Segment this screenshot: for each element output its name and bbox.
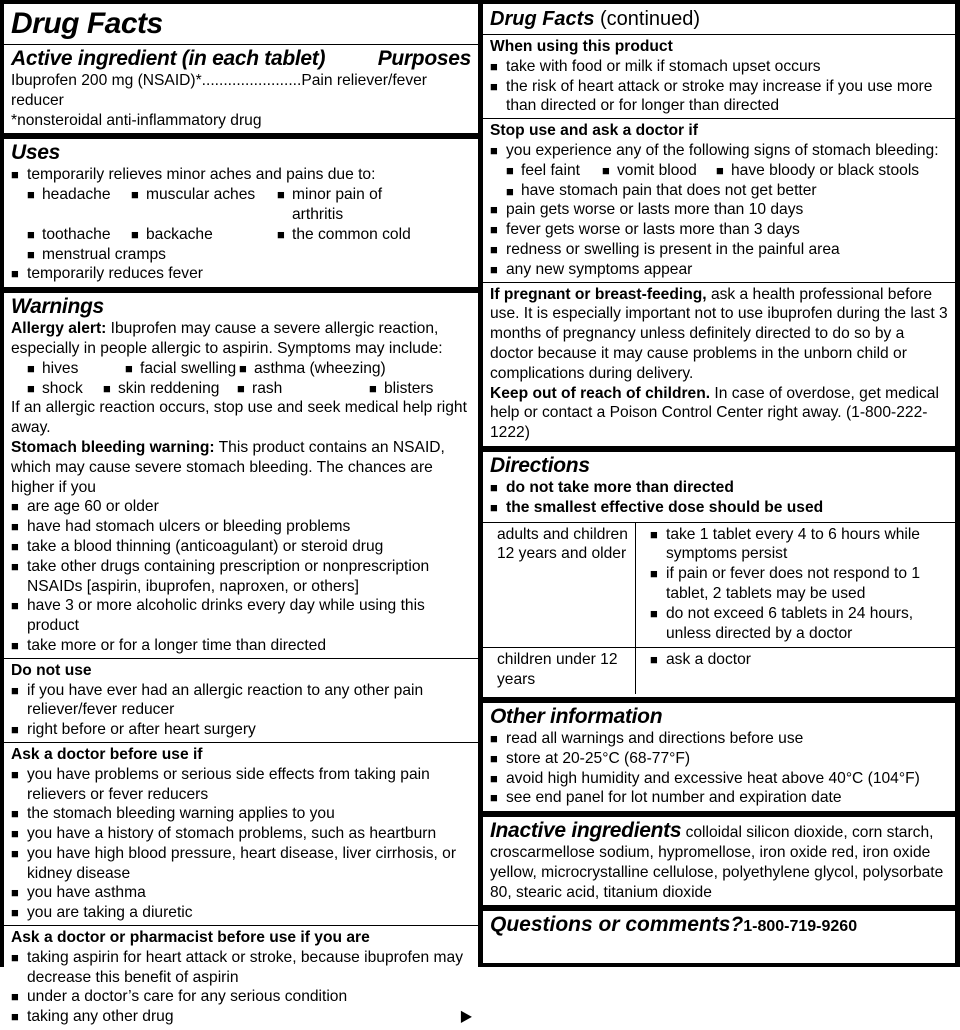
other-information-heading: Other information [490,704,663,728]
when-using-heading: When using this product [490,38,673,55]
pregnant-text: ask a health professional before use. It is especially important not to use ibuprofen during the last 3 months of pregnancy unless definitely directed to do so by a doctor because it may cause problems in the unborn child or complications during delivery. [490,285,948,382]
continued-title-rest: (continued) [594,8,701,30]
inactive-ingredients-box [483,817,955,905]
active-ingredient-heading: Active ingredient (in each tablet) [11,47,326,70]
divider [4,925,478,926]
list-item: ■ shock [27,379,103,399]
table-cell-dose [636,523,955,648]
list-item: ■ toothache [27,225,131,245]
list-item: ■ take other drugs containing prescription or nonprescription NSAIDs [aspirin, ibuprofen, naproxen, or others] [11,557,471,597]
ask-doctor-heading: Ask a doctor before use if [11,745,203,763]
active-ingredient-box [4,4,478,133]
list-item: ■ have had stomach ulcers or bleeding problems [11,517,471,537]
list-item: ■ avoid high humidity and excessive heat above 40°C (104°F) [490,769,948,789]
left-column [4,4,478,1026]
directions-heading: Directions [490,453,590,477]
list-item: ■ have bloody or black stools [716,161,936,181]
other-information-box [483,703,955,811]
list-item: ■ do not exceed 6 tablets in 24 hours, unless directed by a doctor [650,604,948,644]
questions-line [490,913,948,939]
stop-signs-row-2 [490,181,948,201]
list-item: ■ temporarily reduces fever [11,264,471,284]
list-item: ■ read all warnings and directions before use [490,729,948,749]
list-item: ■ take 1 tablet every 4 to 6 hours while symptoms persist [650,525,948,565]
list-item: ■ facial swelling [125,359,239,379]
list-item: ■ take with food or milk if stomach upset occurs [490,57,948,77]
list-item: ■ the risk of heart attack or stroke may increase if you use more than directed or for longer than directed [490,77,948,117]
list-item: ■ have 3 or more alcoholic drinks every day while using this product [11,596,471,636]
list-item: ■ the common cold [277,225,437,245]
questions-box [483,911,955,963]
allergy-after: If an allergic reaction occurs, stop use and seek medical help right away. [11,399,467,437]
uses-box [4,139,478,287]
right-column [483,4,955,963]
list-item: ■ you have high blood pressure, heart disease, liver cirrhosis, or kidney disease [11,844,471,884]
list-item: ■ asthma (wheezing) [239,359,439,379]
uses-grid [11,185,471,264]
table-cell-dose [636,647,955,694]
keep-out-paragraph [490,384,948,443]
list-item: ■ taking any other drug [11,1007,471,1027]
list-item: ■ you have asthma [11,883,471,903]
list-item: ■ pain gets worse or lasts more than 10 days [490,200,948,220]
list-item: ■ store at 20-25°C (68-77°F) [490,749,948,769]
symptoms-row-1 [11,359,471,379]
bleeding-text: This product contains an NSAID, which may cause severe stomach bleeding. The chances are higher if you [11,438,445,496]
inactive-ingredients-heading: Inactive ingredients [490,819,682,843]
list-item: ■ ask a doctor [650,650,948,670]
list-item: ■ feel faint [506,161,602,181]
list-item: ■ you have problems or serious side effects from taking pain relievers or fever reducers [11,765,471,805]
list-item: ■ backache [131,225,277,245]
list-item: ■ if you have ever had an allergic reaction to any other pain reliever/fever reducer [11,681,471,721]
list-item: ■ you have a history of stomach problems, such as heartburn [11,824,471,844]
pregnant-label: If pregnant or breast-feeding, [490,285,707,303]
purposes-heading: Purposes [377,47,471,70]
table-cell-who: children under 12 years [483,647,636,694]
bleeding-label: Stomach bleeding warning: [11,438,215,456]
questions-heading: Questions or comments? [490,913,744,937]
list-item: ■ if pain or fever does not respond to 1 tablet, 2 tablets may be used [650,564,948,604]
continued-title-bold: Drug Facts [490,8,595,30]
list-item: ■ hives [27,359,125,379]
divider [4,742,478,743]
ask-pharmacist-heading: Ask a doctor or pharmacist before use if you are [11,929,370,947]
divider [4,44,478,45]
divider [483,34,955,35]
table-cell-who: adults and children 12 years and older [483,523,636,648]
nsaid-note: *nonsteroidal anti-inflammatory drug [11,111,262,129]
ingredient-line: Ibuprofen 200 mg (NSAID)*.......................Pain reliever/fever reducer [11,72,427,109]
active-ingredient-header [11,47,471,71]
allergy-alert [11,319,471,359]
stop-use-heading: Stop use and ask a doctor if [490,122,698,140]
warnings-heading: Warnings [11,295,104,319]
list-item: ■ any new symptoms appear [490,260,948,280]
continue-arrow-icon: ▶ [460,1008,472,1026]
list-item: ■ the stomach bleeding warning applies to you [11,804,471,824]
continued-box [483,4,955,446]
list-item: ■ you experience any of the following signs of stomach bleeding: [490,141,948,161]
stop-signs-row [490,161,948,181]
list-item: ■ redness or swelling is present in the painful area [490,240,948,260]
list-item: ■ you are taking a diuretic [11,903,471,923]
list-item: ■ the smallest effective dose should be used [490,498,948,518]
list-item: ■ are age 60 or older [11,497,471,517]
list-item: ■ see end panel for lot number and expiration date [490,788,948,808]
list-item: ■ muscular aches [131,185,277,225]
pregnant-paragraph [490,285,948,384]
allergy-text: Ibuprofen may cause a severe allergic reaction, especially in people allergic to aspirin. Symptoms may include: [11,320,443,357]
uses-heading: Uses [11,141,61,165]
keep-out-label: Keep out of reach of children. [490,384,711,402]
divider [4,658,478,659]
list-item: ■ blisters [369,379,469,399]
bleeding-warning [11,438,471,497]
page-title: Drug Facts [11,7,163,40]
divider [483,118,955,119]
list-item: ■ menstrual cramps [27,245,277,265]
list-item: ■ right before or after heart surgery [11,720,471,740]
keep-out-text: In case of overdose, get medical help or contact a Poison Control Center right away. (1-800-222-1222) [490,384,939,442]
list-item: ■ do not take more than directed [490,478,948,498]
list-item: ■ vomit blood [602,161,716,181]
inactive-ingredients-text: colloidal silicon dioxide, corn starch, croscarmellose sodium, hypromellose, iron oxide red, iron oxide yellow, microcrystalline cellulose, polyethylene glycol, polysorbate 80, stearic acid, titanium dioxide [490,824,944,901]
list-item: ■ under a doctor’s care for any serious condition [11,987,471,1007]
list-item: ■ skin reddening [103,379,237,399]
list-item: ■ take a blood thinning (anticoagulant) or steroid drug [11,537,471,557]
continued-title [490,6,948,32]
uses-intro: ■ temporarily relieves minor aches and pains due to: [11,165,471,185]
directions-box [483,452,955,697]
list-item: ■ taking aspirin for heart attack or stroke, because ibuprofen may decrease this benefit of aspirin [11,948,471,988]
list-item: ■ fever gets worse or lasts more than 3 days [490,220,948,240]
list-item: ■ take more or for a longer time than directed [11,636,471,656]
questions-phone: 1-800-719-9260 [743,918,858,936]
allergy-label: Allergy alert: [11,320,107,338]
list-item: ■ have stomach pain that does not get better [506,182,817,199]
list-item: ■ minor pain of arthritis [277,185,437,225]
directions-table [483,522,955,694]
warnings-box [4,293,478,1030]
list-item: ■ rash [237,379,369,399]
list-item: ■ headache [27,185,131,225]
do-not-use-heading: Do not use [11,661,92,679]
symptoms-row-2 [11,379,471,399]
divider [483,282,955,283]
